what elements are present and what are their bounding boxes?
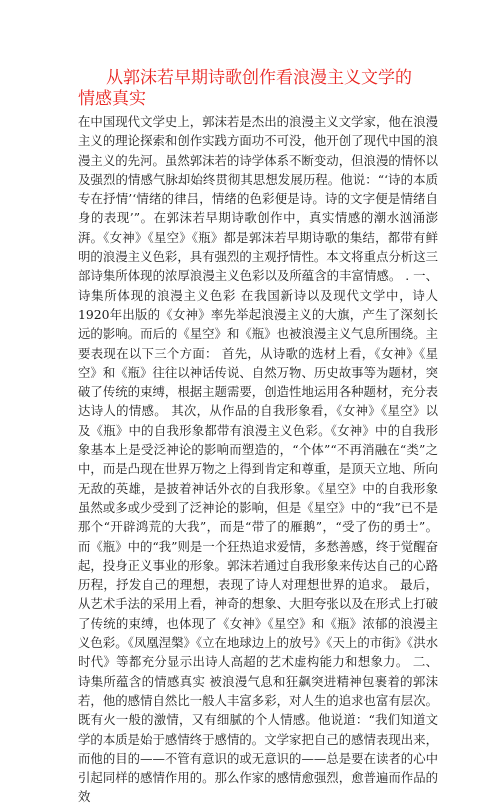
article-title-line-1: 从郭沫若早期诗歌创作看浪漫主义文学的 xyxy=(106,68,412,88)
article-body: 在中国现代文学史上，郭沫若是杰出的浪漫主义文学家，他在浪漫主义的理论探索和创作实践方面功不可没，他开创了现代中国的浪漫主义的先河。虽然郭沫若的诗学体系不断变动，但浪漫的情怀以及强烈的情感气脉却始终贯彻其思想发展历程。他说：“‘诗的本质专在抒情’‘情绪的律吕，情绪的色彩便是诗。诗的文字便是情绪自身的表现’”。在郭沫若早期诗歌创作中，真实情感的潮水汹涌澎湃。《女神》《星空》《瓶》都是郭沫若早期诗歌的集结，都带有鲜明的浪漫主义色彩，具有强烈的主观抒情性。本文将重点分析这三部诗集所体现的浓厚浪漫主义色彩以及所蕴含的丰富情感。 . 一、诗集所体现的浪漫主义色彩 在我国新诗以及现代文学中，诗人1920年出版的《女神》率先举起浪漫主义的大旗，产生了深刻长远的影响。而后的《星空》和《瓶》也被浪漫主义气息所围绕。主要表现在以下三个方面： 首先，从诗歌的选材上看，《女神》《星空》和《瓶》往往以神话传说、自然万物、历史故事等为题材，突破了传统的束缚，根据主题需要，创造性地运用各种题材，充分表达诗人的情感。 其次，从作品的自我形象看，《女神》《星空》以及《瓶》中的自我形象都带有浪漫主义色彩。《女神》中的自我形象基本上是受泛神论的影响而塑造的，“个体”“不再消融在“类”之中，而是凸现在世界万物之上得到肯定和尊重，是顶天立地、所向无敌的英雄，是披着神话外衣的自我形象。《星空》中的自我形象虽然或多或少受到了泛神论的影响，但是《星空》中的“我”已不是那个“开辟鸿荒的大我”，而是“带了的雁鹅”，“受了伤的勇士”。而《瓶》中的“我”则是一个狂热追求爱情，多愁善感，终于觉醒奋起，投身正义事业的形象。郭沫若通过自我形象来传达自己的心路历程，抒发自己的理想，表现了诗人对理想世界的追求。 最后，从艺术手法的采用上看，神奇的想象、大胆夸张以及在形式上打破了传统的束缚，也体现了《女神》《星空》和《瓶》浓郁的浪漫主义色彩。《凤凰涅槃》《立在地球边上的放号》《天上的市街》《洪水时代》等都充分显示出诗人高超的艺术虚构能力和想象力。 二、诗集所蕴含的情感真实 被浪漫气息和狂飙突进精神包裹着的郭沫若，他的感情自然比一般人丰富多彩，对人生的追求也富有层次。既有火一般的激情，又有细腻的个人情感。他说道：“我们知道文学的本质是始于感情终于感情的。文学家把自己的感情表现出来，而他的目的——不管有意识的或无意识的——总是要在读者的心中引起同样的感情作用的。那么作家的感情愈强烈，愈普遍而作品的效 xyxy=(78,114,438,805)
article-title xyxy=(78,68,438,110)
article-title-line-2: 情感真实 xyxy=(78,89,146,109)
document-page xyxy=(78,68,438,807)
